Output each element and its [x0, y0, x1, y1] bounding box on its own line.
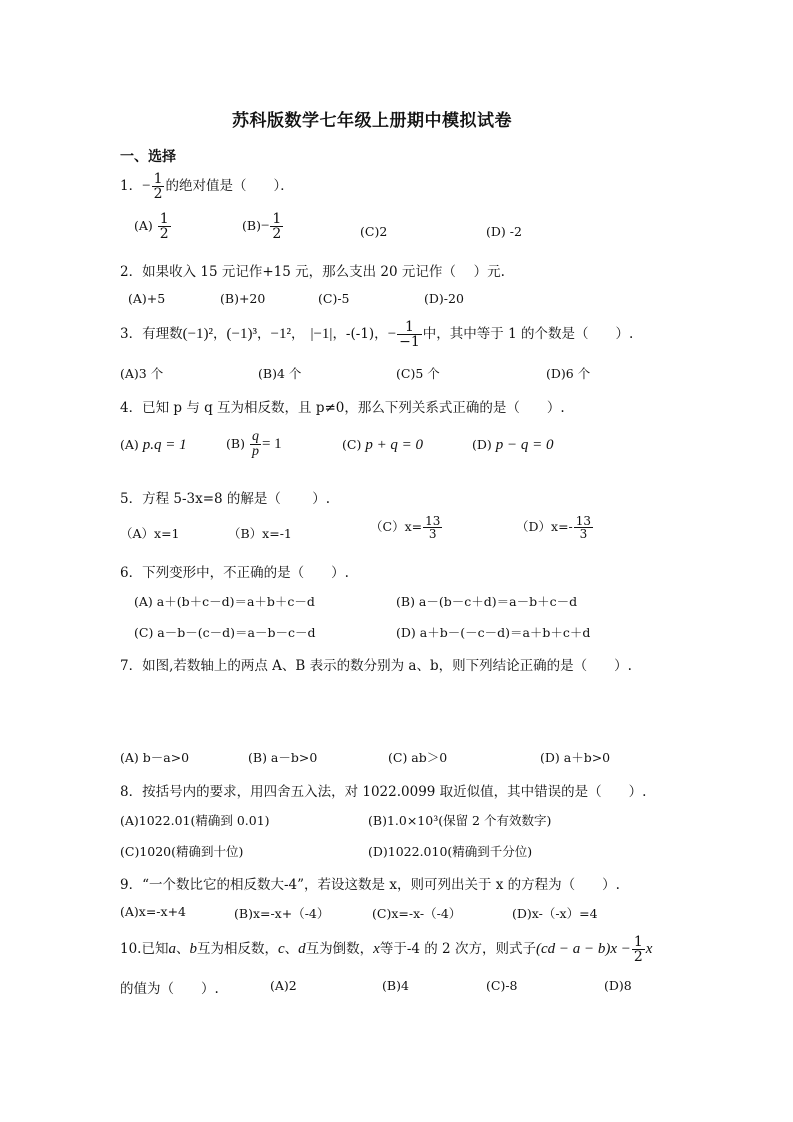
option-b — [242, 212, 284, 241]
question-3 — [120, 320, 633, 349]
numerator: 13 — [425, 514, 441, 528]
option-label: （C）x= — [370, 519, 423, 534]
option-b: （B）x=-1 — [228, 526, 292, 541]
question-6: 6．下列变形中，不正确的是（ ）. — [120, 565, 349, 581]
option-a: (A)x=-x+4 — [120, 904, 187, 919]
math-expression: −1² — [270, 326, 291, 342]
denominator: p — [251, 444, 259, 459]
question-text: 的绝对值是（ ）． — [165, 178, 294, 194]
option-b: (B)+20 — [220, 291, 266, 306]
option-c: (C)-8 — [486, 978, 518, 993]
math-expression: |−1| — [310, 326, 333, 342]
question-text: 等于-4 的 2 次方，则式子 — [379, 941, 536, 957]
option-b: (B) a－b>0 — [248, 750, 318, 765]
option-c: (C)x=-x-（-4） — [372, 906, 462, 921]
question-text: 互为倒数， — [305, 941, 374, 957]
option-label: (D) — [472, 437, 492, 452]
option-label: （D）x=- — [516, 519, 573, 534]
numerator: q — [251, 429, 259, 444]
option-a — [134, 212, 172, 241]
option-c: (C)5 个 — [396, 366, 440, 381]
option-d: (D)-20 — [424, 291, 464, 306]
math-variable: b — [189, 941, 197, 957]
fraction — [250, 430, 261, 459]
option-b: (B)x=-x+（-4） — [234, 906, 330, 921]
option-a: （A）x=1 — [120, 526, 180, 541]
math-expression: = 1 — [261, 436, 282, 452]
question-9: 9．“一个数比它的相反数大-4”，若设这数是 x，则可列出关于 x 的方程为（ ）. — [120, 877, 620, 893]
question-5: 5．方程 5-3x=8 的解是（ ）. — [120, 491, 331, 507]
denominator: 2 — [272, 226, 282, 242]
denominator: 2 — [153, 186, 163, 202]
numerator: 1 — [633, 934, 643, 950]
numerator: 1 — [159, 211, 169, 227]
separator: ， — [290, 326, 305, 342]
numerator: 1 — [153, 171, 163, 187]
math-variable: x — [373, 941, 380, 957]
option-c — [370, 515, 443, 540]
question-text: 10.已知 — [120, 941, 169, 957]
fraction — [270, 212, 283, 241]
option-label: (C) — [342, 437, 362, 452]
question-text: 、 — [175, 941, 190, 957]
numerator: 1 — [405, 319, 414, 335]
math-expression: (−1)³ — [226, 326, 257, 342]
question-1 — [120, 172, 294, 201]
option-d: (D) -2 — [486, 224, 522, 239]
question-8: 8．按括号内的要求，用四舍五入法，对 1022.0099 取近似值，其中错误的是（ ）. — [120, 784, 647, 800]
fraction — [158, 212, 171, 241]
question-text: 中，其中等于 1 的个数是（ ）. — [422, 326, 634, 342]
option-label: (B) — [242, 218, 261, 233]
math-expression: p + q = 0 — [365, 437, 424, 453]
option-b: (B)1.0×10³(保留 2 个有效数字) — [368, 813, 552, 828]
question-10 — [120, 935, 652, 964]
math-variable: a — [168, 941, 176, 957]
option-c: (C)1020(精确到十位) — [120, 844, 244, 859]
question-text: 互为相反数， — [196, 941, 278, 957]
option-d — [472, 437, 554, 454]
fraction — [152, 172, 165, 201]
separator: ， — [213, 326, 227, 342]
option-d: (D)6 个 — [546, 366, 591, 381]
option-b: (B)4 个 — [258, 366, 302, 381]
option-d — [516, 515, 594, 540]
math-variable: x — [645, 941, 653, 957]
minus-sign: − — [142, 178, 151, 194]
math-expression: p − q = 0 — [495, 437, 554, 453]
option-a: (A) b－a>0 — [120, 750, 190, 765]
separator: ， — [257, 326, 271, 342]
numerator: 13 — [575, 514, 592, 528]
option-label: (B) — [226, 436, 245, 451]
option-a: (A)+5 — [128, 291, 166, 306]
math-variable: d — [298, 941, 306, 957]
option-b: (B)4 — [382, 978, 409, 993]
numerator: 1 — [272, 211, 282, 227]
question-7: 7．如图,若数轴上的两点 A、B 表示的数分别为 a、b，则下列结论正确的是（ ）. — [120, 658, 632, 674]
option-a — [120, 437, 187, 454]
section-heading: 一、选择 — [120, 149, 176, 165]
math-variable: c — [277, 941, 285, 957]
option-c: (C) a－b－(c－d)＝a－b－c－d — [134, 625, 316, 640]
question-number: 1． — [120, 178, 143, 194]
question-10-continued: 的值为（ ）. — [120, 981, 219, 997]
option-d: (D)x-（-x）=4 — [512, 906, 598, 921]
option-c: (C) ab＞0 — [388, 750, 448, 765]
option-label: (A) — [134, 218, 153, 233]
minus-sign: − — [260, 218, 270, 234]
denominator: 2 — [633, 949, 643, 965]
option-d: (D)1022.010(精确到千分位) — [368, 844, 533, 859]
question-4: 4．已知 p 与 q 互为相反数，且 p≠0，那么下列关系式正确的是（ ）. — [120, 400, 565, 416]
option-label: (A) — [120, 437, 139, 452]
option-b — [226, 430, 282, 459]
page-title: 苏科版数学七年级上册期中模拟试卷 — [232, 111, 512, 131]
option-a: (A)2 — [270, 978, 297, 993]
option-a: (A) a＋(b＋c－d)＝a＋b＋c－d — [134, 594, 315, 609]
separator: ，-(-1)， — [332, 326, 388, 342]
fraction — [423, 515, 442, 540]
question-2: 2．如果收入 15 元记作+15 元，那么支出 20 元记作（ ）元. — [120, 264, 505, 280]
question-text: 3．有理数 — [120, 326, 183, 342]
option-d: (D) a＋b>0 — [540, 750, 611, 765]
fraction — [632, 935, 645, 964]
denominator: 2 — [159, 226, 169, 242]
option-a: (A)3 个 — [120, 366, 164, 381]
option-d: (D)8 — [604, 978, 632, 993]
denominator: 3 — [574, 527, 593, 540]
math-expression: (cd − a − b)x − — [535, 941, 631, 957]
denominator: 3 — [423, 527, 442, 540]
fraction — [397, 320, 422, 349]
question-text: 、 — [284, 941, 299, 957]
option-c — [342, 437, 423, 454]
minus-sign: − — [387, 326, 397, 342]
option-d: (D) a＋b－(－c－d)＝a＋b＋c＋d — [396, 625, 591, 640]
math-expression: (−1)² — [182, 326, 214, 342]
math-expression: p.q = 1 — [142, 437, 187, 453]
option-c: (C)-5 — [318, 291, 350, 306]
denominator: −1 — [399, 334, 420, 350]
option-c: (C)2 — [360, 224, 388, 239]
fraction — [574, 515, 593, 540]
option-b: (B) a－(b－c＋d)＝a－b＋c－d — [396, 594, 578, 609]
option-a: (A)1022.01(精确到 0.01) — [120, 813, 270, 828]
